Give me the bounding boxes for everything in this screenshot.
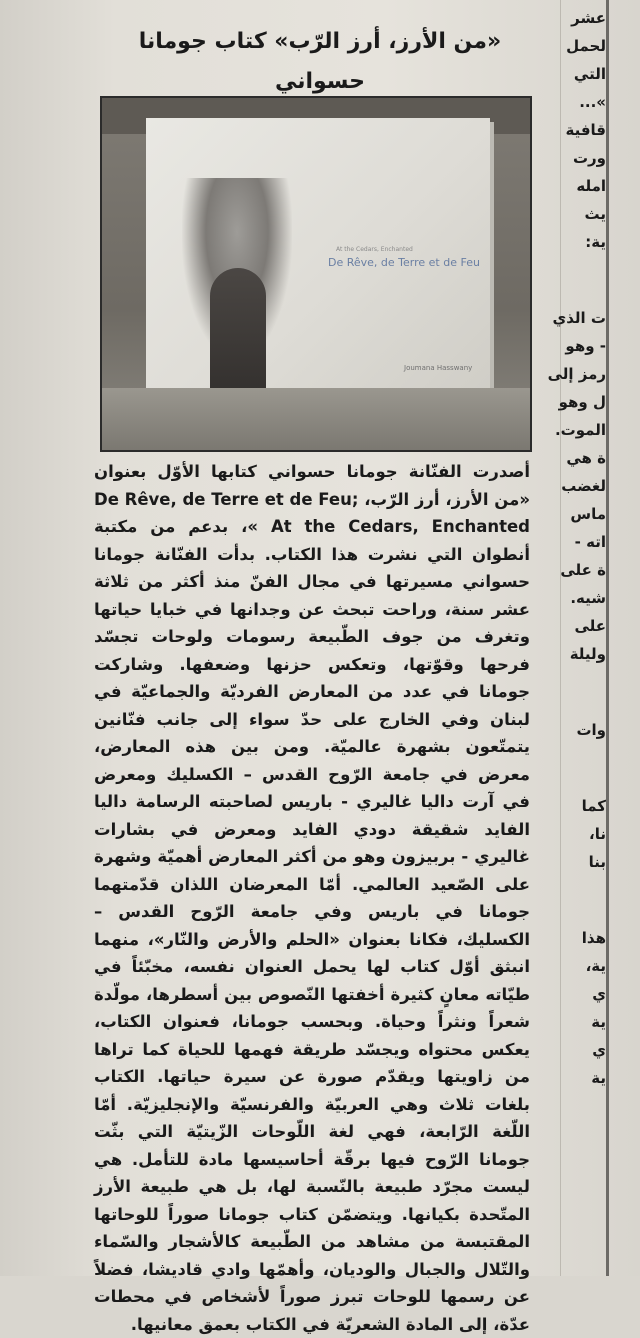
column-fragment: قافية (565, 121, 606, 139)
column-fragment: التي (573, 65, 606, 83)
column-fragment: شيه. (570, 589, 606, 607)
adjacent-column-right (547, 0, 606, 1276)
column-fragment: ة هي (566, 449, 606, 467)
column-fragment: رمز إلى (547, 365, 606, 383)
column-fragment: عشر (571, 9, 606, 27)
column-fragment: على (574, 617, 606, 635)
column-fragment: ي (592, 985, 606, 1003)
column-fragment: لغضب (561, 477, 606, 495)
column-fragment: اته - (574, 533, 606, 551)
photo-table-surface (102, 388, 530, 450)
column-fragment: لحمل (566, 37, 606, 55)
column-fragment: بنا (588, 853, 606, 871)
column-fragment: الموت. (554, 421, 606, 439)
column-fragment: ي (592, 1041, 606, 1059)
column-fragment: ية: (585, 233, 606, 251)
column-fragment: يث (584, 205, 606, 223)
column-fragment: »... (579, 93, 606, 111)
article-headline: «من الأرز، أرز الرّب» كتاب جومانا حسواني (138, 29, 502, 94)
column-fragment: ورت (572, 149, 606, 167)
column-fragment: هذا (581, 929, 606, 947)
book-cover (146, 118, 490, 404)
column-fragment: ية، (585, 957, 606, 975)
cover-subtitle: At the Cedars, Enchanted (336, 246, 413, 253)
column-fragment: - وهو (565, 337, 606, 355)
column-fragment: نا، (589, 825, 606, 843)
column-fragment: ية (591, 1069, 606, 1087)
column-fragment: ت الذي (552, 309, 606, 327)
column-fragment: وات (576, 721, 606, 739)
column-fragment: امله (576, 177, 606, 195)
cover-title: De Rêve, de Terre et de Feu (328, 256, 480, 269)
column-fragment: ل وهو (558, 393, 606, 411)
article-photo (100, 96, 532, 452)
column-fragment: ماس (570, 505, 606, 523)
column-fragment: كما (581, 797, 606, 815)
column-fragment: ية (591, 1013, 606, 1031)
column-fragment: وليلة (569, 645, 606, 663)
page-fold (606, 0, 609, 1276)
cover-author: Joumana Hasswany (404, 364, 473, 372)
article-body: أصدرت الفنّانة جومانا حسواني كتابها الأوّل بعنوان «من الأرز، أرز الرّب، De Rêve, de Terre et de Feu; At the Cedars, Enchanted »، بدعم من مكتبة أنطوان التي نشرت هذا الكتاب. بدأت الفنّانة جومانا حسواني مسيرتها في مجال الفنّ منذ أكثر من ثلاثة عشر سنة، وراحت تبحث عن وجدانها في خبايا حياتها وتغرف من جوف الطّبيعة رسومات ولوحات تجسّد فرحها وقوّتها، وتعكس حزنها وضعفها. وشاركت جومانا في عدد من المعارض الفرديّة والجماعيّة في لبنان وفي الخارج على حدّ سواء إلى جانب فنّانين يتمتّعون بشهرة عالميّة. ومن بين هذه المعارض، معرض في جامعة الرّوح القدس – الكسليك ومعرض في آرت داليا غاليري - باريس لصاحبته الرسامة داليا الفايد شقيقة دودي الفايد ومعرض في بشارات غاليري - بربيزون وهو من أكثر المعارض أهميّة وشهرة على الصّعيد العالمي. أمّا المعرضان اللذان قدّمتهما جومانا في باريس وفي جامعة الرّوح القدس – الكسليك، فكانا بعنوان «الحلم والأرض والنّار»، منهما انبثق أوّل كتاب لها يحمل العنوان نفسه، مخبّئاً في طيّاته معانٍ كثيرة أخفتها النّصوص بين أسطرها، مولّدة شعراً ونثراً وحياة. وبحسب جومانا، فعنوان الكتاب، يعكس محتواه ويجسّد طريقة فهمها للحياة كما تراها من زاويتها ويقدّم صورة عن سيرة حياتها. الكتاب بلغات ثلاث وهي العربيّة والفرنسيّة والإنجليزيّة. أمّا اللّغة الرّابعة، فهي لغة اللّوحات الزّيتيّة التي بثّت جومانا الرّوح فيها برقّة أحاسيسها مادة للتأمل. هي ليست مجرّد طبيعة بالنّسبة لها، بل هي طبيعة الأرز المتّحدة بكيانها. ويتضمّن كتاب جومانا صوراً للوحاتها المقتبسة من مشاهد من الطّبيعة كالأشجار والسّماء والتّلال والجبال والوديان، وأهمّها وادي قاديشا، فضلاً عن رسمها للوحات تبرز صوراً لأشخاص في محطات عدّة، إلى المادة الشعريّة في الكتاب بعمق معانيها. (94, 462, 531, 1334)
column-fragment: ة على (560, 561, 606, 579)
